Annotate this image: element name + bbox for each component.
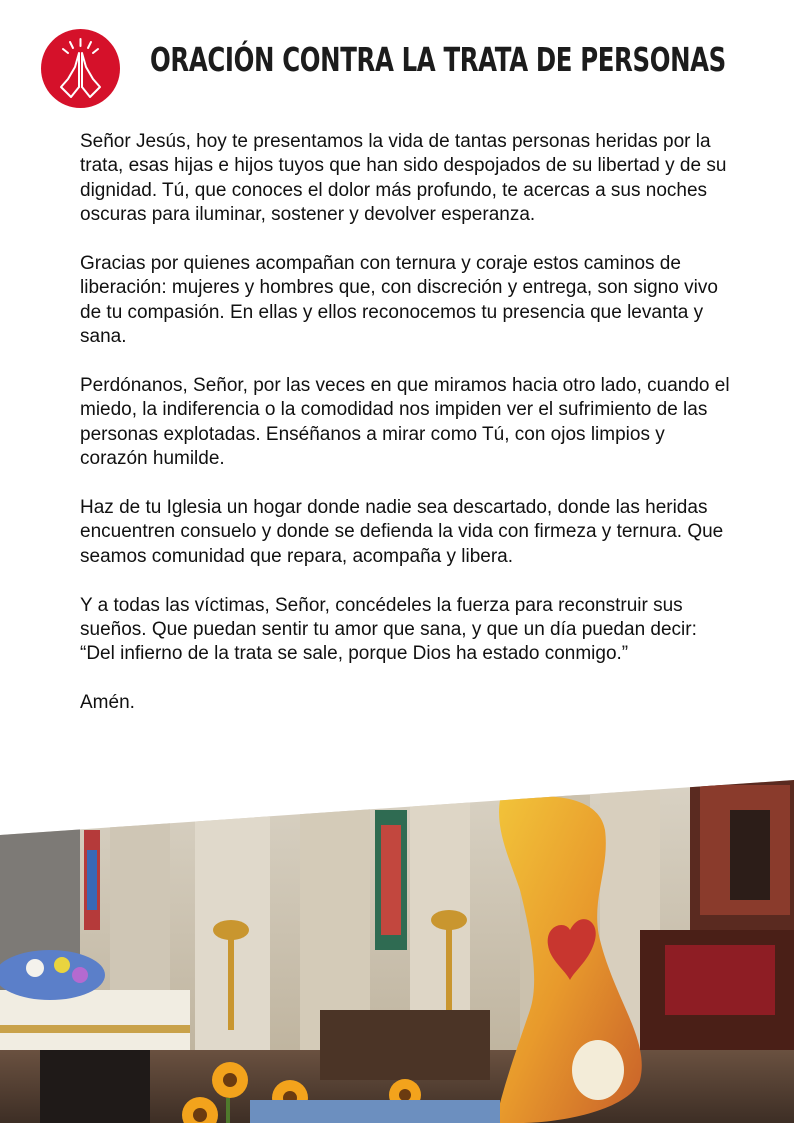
cathedral-photo: [0, 780, 794, 1123]
prayer-paragraph: Y a todas las víctimas, Señor, concédeles la fuerza para reconstruir sus sueños. Que puedan sentir tu amor que sana, y que un día puedan decir: “Del infierno de la trata se sale, porque Dios ha estado conmigo.”: [80, 594, 697, 665]
prayer-paragraph: Haz de tu Iglesia un hogar donde nadie sea descartado, donde las heridas encuentren consuelo y donde se defienda la vida con firmeza y ternura. Que seamos comunidad que repara, acompaña y libera.: [80, 497, 724, 567]
prayer-closing: Amén.: [80, 692, 135, 714]
prayer-paragraph: Señor Jesús, hoy te presentamos la vida de tantas personas heridas por la trata, esas hijas e hijos tuyos que han sido despojados de su libertad y de su dignidad. Tú, que conoces el dolor más profundo, te acercas a sus noches oscuras para iluminar, sostener y devolver esperanza.: [80, 131, 727, 226]
prayer-text: [80, 130, 730, 740]
prayer-paragraph: Gracias por quienes acompañan con ternura y coraje estos caminos de liberación: mujeres y hombres que, con discreción y entrega, son signo vivo de tu compasión. En ellas y ellos reconocemos tu presencia que levanta y sana.: [80, 253, 718, 348]
prayer-paragraph: Perdónanos, Señor, por las veces en que miramos hacia otro lado, cuando el miedo, la indiferencia o la comodidad nos impiden ver el sufrimiento de las personas explotadas. Enséñanos a mirar como Tú, con ojos limpios y corazón humilde.: [80, 375, 730, 470]
praying-hands-icon: [41, 29, 120, 108]
page-title: ORACIÓN CONTRA LA TRATA DE PERSONAS: [150, 40, 726, 79]
